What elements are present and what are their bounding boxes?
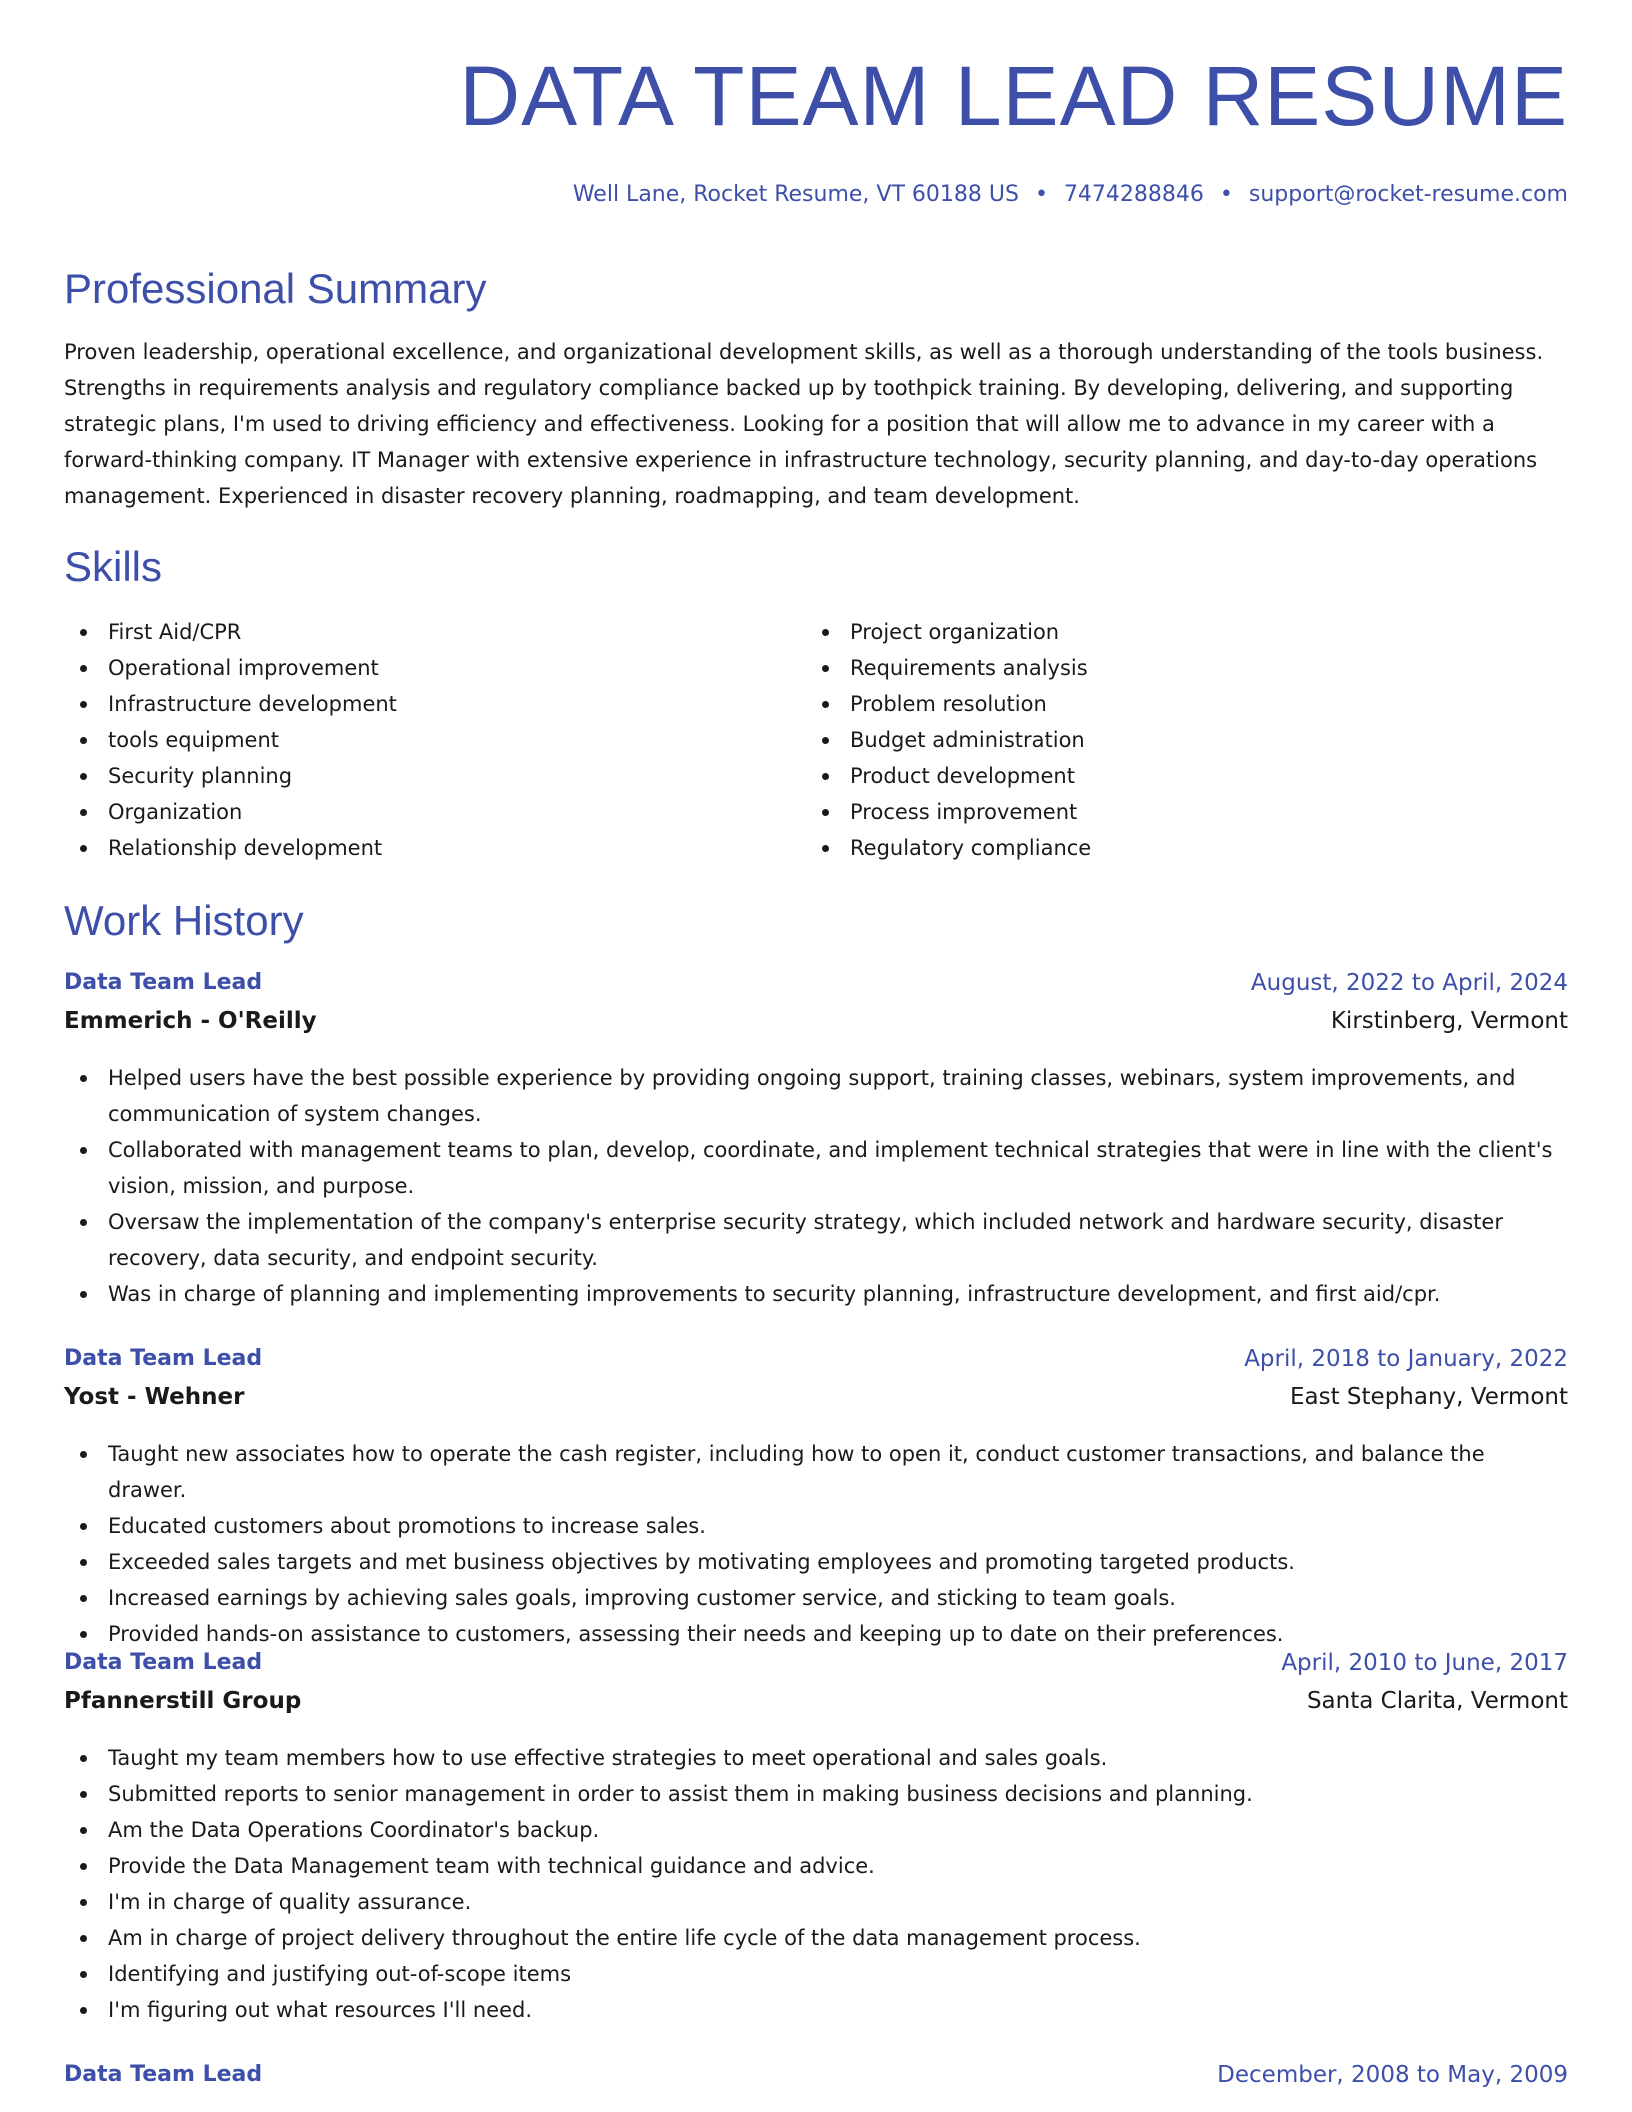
job-company: Pfannerstill Group bbox=[64, 1688, 302, 1714]
contact-separator: • bbox=[1219, 182, 1233, 207]
skill-item: Product development bbox=[806, 758, 1091, 794]
skill-item: Project organization bbox=[806, 614, 1091, 650]
job-company: Yost - Wehner bbox=[64, 1384, 245, 1410]
job-bullet: Provided hands-on assistance to customers, assessing their needs and keeping up to date on their preferences. bbox=[64, 1616, 1568, 1652]
summary-heading: Professional Summary bbox=[64, 265, 487, 312]
job-location: Santa Clarita, Vermont bbox=[1306, 1688, 1568, 1714]
skill-item: Problem resolution bbox=[806, 686, 1091, 722]
job-dates: August, 2022 to April, 2024 bbox=[1250, 970, 1568, 996]
job-title: Data Team Lead bbox=[64, 2062, 263, 2087]
job-bullets bbox=[64, 1436, 1568, 1652]
contact-address: Well Lane, Rocket Resume, VT 60188 US bbox=[572, 182, 1019, 207]
job-location: Kirstinberg, Vermont bbox=[1330, 1008, 1568, 1034]
job-bullet: Educated customers about promotions to increase sales. bbox=[64, 1508, 1568, 1544]
work-history-heading: Work History bbox=[64, 897, 304, 944]
job-bullet: Identifying and justifying out-of-scope items bbox=[64, 1956, 1568, 1992]
job-bullet: Increased earnings by achieving sales goals, improving customer service, and sticking to team goals. bbox=[64, 1580, 1568, 1616]
job-bullet: Am the Data Operations Coordinator's backup. bbox=[64, 1812, 1568, 1848]
job-bullet: Was in charge of planning and implementing improvements to security planning, infrastructure development, and first aid/cpr. bbox=[64, 1276, 1568, 1312]
skill-item: First Aid/CPR bbox=[64, 614, 397, 650]
job-entry bbox=[64, 1346, 1568, 1652]
job-dates: April, 2010 to June, 2017 bbox=[1281, 1650, 1568, 1676]
skill-item: Regulatory compliance bbox=[806, 830, 1091, 866]
job-dates: April, 2018 to January, 2022 bbox=[1244, 1346, 1568, 1372]
job-bullet: I'm figuring out what resources I'll need. bbox=[64, 1992, 1568, 2028]
job-company: Emmerich - O'Reilly bbox=[64, 1008, 317, 1034]
summary-text: Proven leadership, operational excellence, and organizational development skills, as well as a thorough understanding of the tools business. Strengths in requirements analysis and regulatory compliance backed up by toothpick training. By developing, delivering, and supporting strategic plans, I'm used to driving efficiency and effectiveness. Looking for a position that will allow me to advance in my career with a forward-thinking company. IT Manager with extensive experience in infrastructure technology, security planning, and day-to-day operations management. Experienced in disaster recovery planning, roadmapping, and team development. bbox=[64, 340, 1544, 508]
job-entry bbox=[64, 2062, 1568, 2100]
job-bullet: Submitted reports to senior management in order to assist them in making business decisions and planning. bbox=[64, 1776, 1568, 1812]
job-bullets bbox=[64, 1060, 1568, 1312]
skills-list-right bbox=[806, 614, 1091, 866]
job-dates: December, 2008 to May, 2009 bbox=[1217, 2062, 1568, 2088]
job-location: East Stephany, Vermont bbox=[1289, 1384, 1568, 1410]
skills-heading: Skills bbox=[64, 543, 163, 590]
skill-item: Requirements analysis bbox=[806, 650, 1091, 686]
skill-item: Organization bbox=[64, 794, 397, 830]
skill-item: Security planning bbox=[64, 758, 397, 794]
job-title: Data Team Lead bbox=[64, 1650, 263, 1675]
skill-item: Infrastructure development bbox=[64, 686, 397, 722]
job-bullet: Exceeded sales targets and met business objectives by motivating employees and promoting targeted products. bbox=[64, 1544, 1568, 1580]
skill-item: tools equipment bbox=[64, 722, 397, 758]
job-bullet: Collaborated with management teams to plan, develop, coordinate, and implement technical strategies that were in line with the client's vision, mission, and purpose. bbox=[64, 1132, 1568, 1204]
job-bullet: Helped users have the best possible experience by providing ongoing support, training classes, webinars, system improvements, and communication of system changes. bbox=[64, 1060, 1568, 1132]
job-entry bbox=[64, 970, 1568, 1312]
contact-email: support@rocket-resume.com bbox=[1248, 182, 1568, 207]
job-bullets bbox=[64, 1740, 1568, 2028]
job-bullet: Taught new associates how to operate the cash register, including how to open it, conduct customer transactions, and balance the drawer. bbox=[64, 1436, 1568, 1508]
contact-line bbox=[573, 182, 1568, 207]
job-entry bbox=[64, 1650, 1568, 2028]
job-bullet: Taught my team members how to use effective strategies to meet operational and sales goals. bbox=[64, 1740, 1568, 1776]
job-title: Data Team Lead bbox=[64, 970, 263, 995]
resume-title: DATA TEAM LEAD RESUME bbox=[459, 49, 1568, 143]
skill-item: Budget administration bbox=[806, 722, 1091, 758]
skill-item: Relationship development bbox=[64, 830, 397, 866]
skill-item: Process improvement bbox=[806, 794, 1091, 830]
job-bullet: I'm in charge of quality assurance. bbox=[64, 1884, 1568, 1920]
job-bullet: Am in charge of project delivery throughout the entire life cycle of the data management process. bbox=[64, 1920, 1568, 1956]
skills-list-left bbox=[64, 614, 397, 866]
job-bullet: Provide the Data Management team with technical guidance and advice. bbox=[64, 1848, 1568, 1884]
job-title: Data Team Lead bbox=[64, 1346, 263, 1371]
skill-item: Operational improvement bbox=[64, 650, 397, 686]
contact-separator: • bbox=[1034, 182, 1048, 207]
contact-phone: 7474288846 bbox=[1063, 182, 1204, 207]
job-bullet: Oversaw the implementation of the company's enterprise security strategy, which included network and hardware security, disaster recovery, data security, and endpoint security. bbox=[64, 1204, 1568, 1276]
